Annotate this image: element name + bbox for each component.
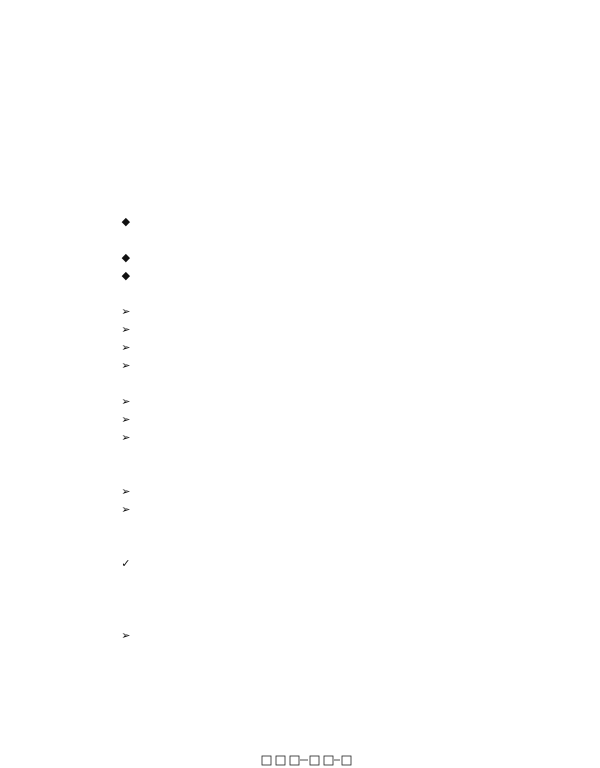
diamond-bullet-icon: ◆ <box>121 251 131 264</box>
model-box <box>310 756 319 765</box>
model-box <box>342 756 351 765</box>
arrow-bullet-icon: ➢ <box>121 341 131 354</box>
model-box <box>324 756 333 765</box>
model-box <box>290 756 299 765</box>
arrow-bullet-icon: ➢ <box>121 629 131 642</box>
diamond-bullet-icon: ◆ <box>121 215 131 228</box>
arrow-bullet-icon: ➢ <box>121 485 131 498</box>
arrow-bullet-icon: ➢ <box>121 413 131 426</box>
diamond-bullet-icon: ◆ <box>121 269 131 282</box>
model-box <box>276 756 285 765</box>
arrow-bullet-icon: ➢ <box>121 503 131 516</box>
arrow-bullet-icon: ➢ <box>121 359 131 372</box>
arrow-bullet-icon: ➢ <box>121 431 131 444</box>
arrow-bullet-icon: ➢ <box>121 323 131 336</box>
model-box <box>262 756 271 765</box>
checkmark-bullet-icon: ✓ <box>121 557 131 570</box>
arrow-bullet-icon: ➢ <box>121 395 131 408</box>
arrow-bullet-icon: ➢ <box>121 305 131 318</box>
